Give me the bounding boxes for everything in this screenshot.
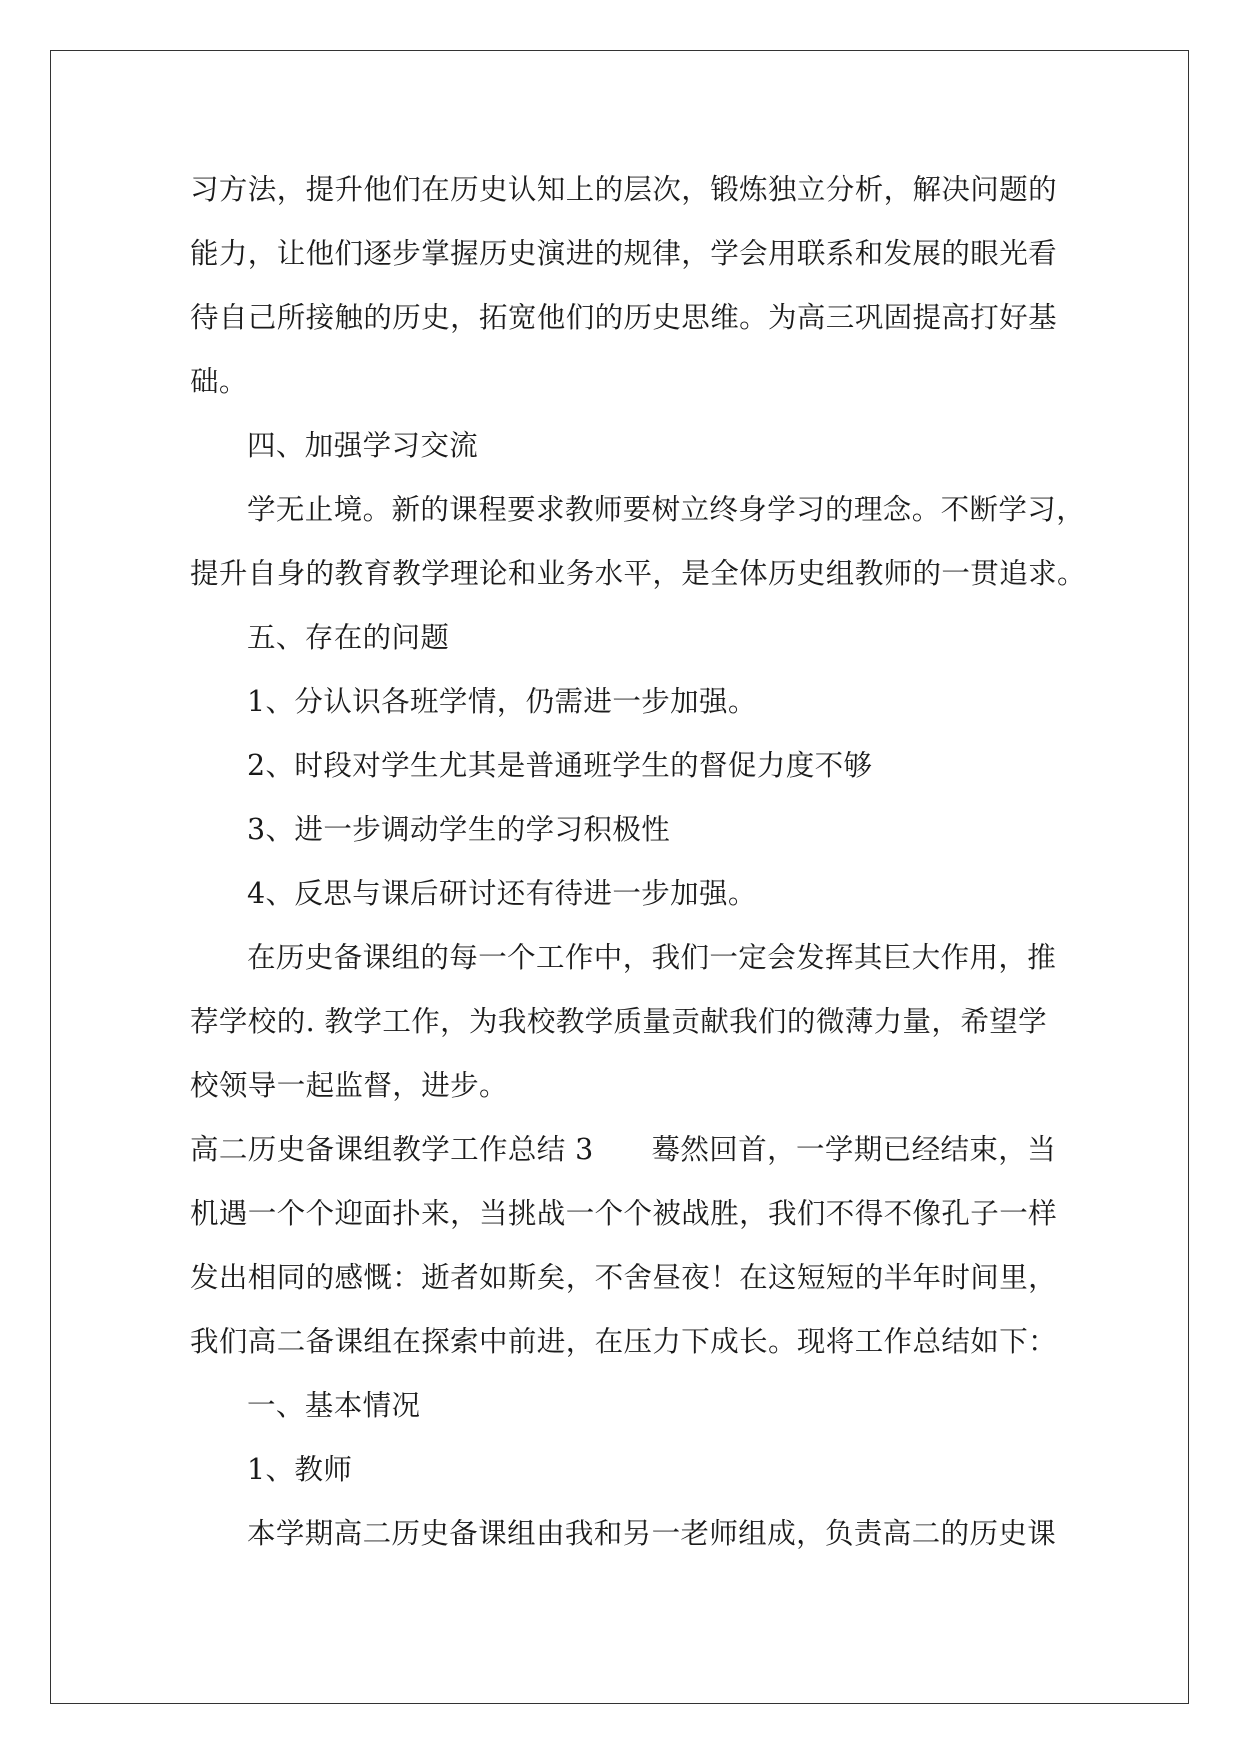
list-item: 3、进一步调动学生的学习积极性 — [247, 813, 671, 846]
section-heading: 四、加强学习交流 — [247, 429, 479, 462]
text-line: 在历史备课组的每一个工作中，我们一定会发挥其巨大作用，推 — [247, 941, 1057, 974]
text-line: 习方法，提升他们在历史认知上的层次，锻炼独立分析，解决问题的 — [190, 173, 1058, 206]
list-item: 1、分认识各班学情，仍需进一步加强。 — [247, 685, 757, 718]
text-line: 发出相同的感慨：逝者如斯矣，不舍昼夜！在这短短的半年时间里， — [190, 1261, 1058, 1294]
section-heading: 五、存在的问题 — [247, 621, 450, 654]
text-line: 机遇一个个迎面扑来，当挑战一个个被战胜，我们不得不像孔子一样 — [190, 1197, 1058, 1230]
text-line: 础。 — [190, 365, 248, 398]
text-line: 提升自身的教育教学理论和业务水平，是全体历史组教师的一贯追求。 — [190, 557, 1086, 590]
document-body — [190, 158, 1086, 1566]
text-line: 校领导一起监督，进步。 — [190, 1069, 508, 1102]
text-line: 我们高二备课组在探索中前进，在压力下成长。现将工作总结如下： — [190, 1325, 1058, 1358]
list-item: 2、时段对学生尤其是普通班学生的督促力度不够 — [247, 749, 873, 782]
text-line: 荐学校的. 教学工作，为我校教学质量贡献我们的微薄力量，希望学 — [190, 1005, 1048, 1038]
text-line: 学无止境。新的课程要求教师要树立终身学习的理念。不断学习， — [247, 493, 1086, 526]
article-title-line: 高二历史备课组教学工作总结 3 蓦然回首，一学期已经结束，当 — [190, 1133, 1057, 1166]
text-line: 待自己所接触的历史，拓宽他们的历史思维。为高三巩固提高打好基 — [190, 301, 1058, 334]
text-line: 能力，让他们逐步掌握历史演进的规律，学会用联系和发展的眼光看 — [190, 237, 1058, 270]
section-heading: 一、基本情况 — [247, 1389, 421, 1422]
text-line: 本学期高二历史备课组由我和另一老师组成，负责高二的历史课 — [247, 1517, 1057, 1550]
subsection-heading: 1、教师 — [247, 1453, 353, 1486]
list-item: 4、反思与课后研讨还有待进一步加强。 — [247, 877, 757, 910]
